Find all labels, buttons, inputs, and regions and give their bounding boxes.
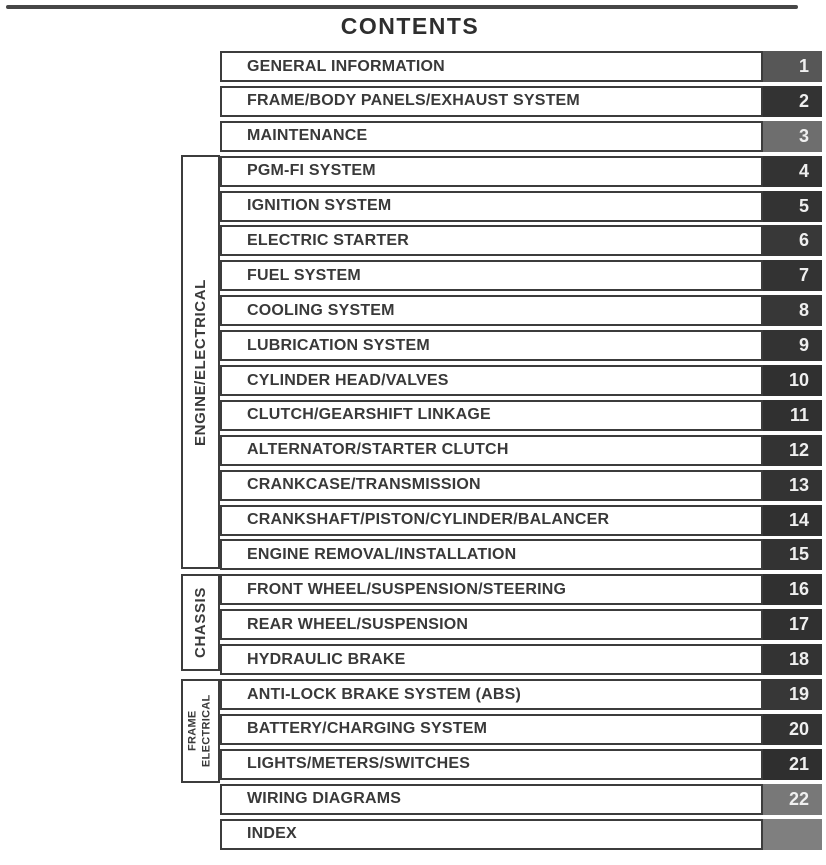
chapter-number: 1 xyxy=(798,56,809,76)
chapter-number-tab[interactable] xyxy=(763,191,822,222)
chapter-number: 8 xyxy=(798,300,809,321)
chapter-number-tab[interactable] xyxy=(763,470,822,501)
chapter-label: ALTERNATOR/STARTER CLUTCH xyxy=(247,441,509,459)
chapter-label-box[interactable] xyxy=(220,295,763,326)
chapter-label: WIRING DIAGRAMS xyxy=(247,790,402,808)
chapter-label-box[interactable] xyxy=(220,749,763,780)
chapter-number: 14 xyxy=(788,509,809,530)
chapter-label-box[interactable] xyxy=(220,714,763,745)
chapter-label: PGM-FI SYSTEM xyxy=(247,162,376,180)
top-divider-rule xyxy=(6,5,798,9)
chapter-label-box[interactable] xyxy=(220,51,763,82)
chapter-label-box[interactable] xyxy=(220,225,763,256)
toc-row[interactable] xyxy=(220,714,822,745)
chapter-number-tab[interactable] xyxy=(763,121,822,152)
chapter-label: HYDRAULIC BRAKE xyxy=(247,650,406,668)
toc-row[interactable] xyxy=(220,784,822,815)
chapter-label: MAINTENANCE xyxy=(247,127,368,145)
chapter-label-box[interactable] xyxy=(220,400,763,431)
group-label-frame-line2: ELECTRICAL xyxy=(200,694,213,768)
chapter-number: 19 xyxy=(788,684,809,705)
chapter-label: ELECTRIC STARTER xyxy=(247,231,410,249)
chapter-label: REAR WHEEL/SUSPENSION xyxy=(247,615,469,633)
chapter-label-box[interactable] xyxy=(220,679,763,710)
chapter-label: CRANKSHAFT/PISTON/CYLINDER/BALANCER xyxy=(247,511,610,529)
toc-row[interactable] xyxy=(220,644,822,675)
chapter-number: 20 xyxy=(788,718,809,739)
chapter-number: 9 xyxy=(798,335,809,356)
chapter-label-box[interactable] xyxy=(220,121,763,152)
toc-row[interactable] xyxy=(220,505,822,536)
chapter-label-box[interactable] xyxy=(220,156,763,187)
chapter-number: 21 xyxy=(788,753,809,774)
chapter-number-tab[interactable] xyxy=(763,400,822,431)
group-box-chassis xyxy=(181,574,220,671)
toc-row[interactable] xyxy=(220,609,822,640)
chapter-number-tab[interactable] xyxy=(763,784,822,815)
chapter-label: CYLINDER HEAD/VALVES xyxy=(247,371,449,389)
chapter-label: CRANKCASE/TRANSMISSION xyxy=(247,476,481,494)
chapter-number: 22 xyxy=(788,788,809,809)
toc-row[interactable] xyxy=(220,121,822,152)
chapter-number: 18 xyxy=(788,649,809,670)
toc-row[interactable] xyxy=(220,86,822,117)
chapter-number: 13 xyxy=(788,474,809,495)
chapter-number-tab[interactable] xyxy=(763,330,822,361)
toc-row[interactable] xyxy=(220,295,822,326)
chapter-number-tab[interactable] xyxy=(763,505,822,536)
toc-row[interactable] xyxy=(220,51,822,82)
chapter-number: 3 xyxy=(798,125,809,146)
chapter-number-tab[interactable] xyxy=(763,574,822,605)
chapter-number-tab[interactable] xyxy=(763,51,822,82)
chapter-number-tab[interactable] xyxy=(763,819,822,850)
chapter-label: LUBRICATION SYSTEM xyxy=(247,336,430,354)
toc-row[interactable] xyxy=(220,574,822,605)
toc-row[interactable] xyxy=(220,156,822,187)
chapter-label-box[interactable] xyxy=(220,260,763,291)
chapter-label: FRAME/BODY PANELS/EXHAUST SYSTEM xyxy=(247,92,580,110)
chapter-number: 4 xyxy=(798,160,809,181)
chapter-number-tab[interactable] xyxy=(763,365,822,396)
chapter-number: 17 xyxy=(788,614,809,635)
toc-row[interactable] xyxy=(220,260,822,291)
chapter-label-box[interactable] xyxy=(220,539,763,570)
chapter-number-tab[interactable] xyxy=(763,749,822,780)
chapter-number-tab[interactable] xyxy=(763,156,822,187)
group-label-frame-electrical xyxy=(187,695,215,768)
chapter-number: 12 xyxy=(788,439,809,460)
chapter-label: ANTI-LOCK BRAKE SYSTEM (ABS) xyxy=(247,685,522,703)
group-box-frame-electrical xyxy=(181,679,220,783)
page-title: CONTENTS xyxy=(340,13,480,39)
chapter-label: IGNITION SYSTEM xyxy=(247,197,392,215)
chapter-label-box[interactable] xyxy=(220,819,763,850)
chapter-label: ENGINE REMOVAL/INSTALLATION xyxy=(247,545,517,563)
toc-row[interactable] xyxy=(220,400,822,431)
toc-row[interactable] xyxy=(220,191,822,222)
table-of-contents xyxy=(181,51,822,850)
chapter-number: 10 xyxy=(788,370,809,391)
toc-row[interactable] xyxy=(220,435,822,466)
toc-row[interactable] xyxy=(220,539,822,570)
chapter-number-tab[interactable] xyxy=(763,714,822,745)
group-label-engine-electrical: ENGINE/ELECTRICAL xyxy=(192,278,209,446)
chapter-label-box[interactable] xyxy=(220,86,763,117)
chapter-number-tab[interactable] xyxy=(763,679,822,710)
chapter-label: LIGHTS/METERS/SWITCHES xyxy=(247,755,471,773)
chapter-label: GENERAL INFORMATION xyxy=(247,57,445,75)
chapter-label-box[interactable] xyxy=(220,191,763,222)
chapter-label-box[interactable] xyxy=(220,470,763,501)
chapter-number: 15 xyxy=(788,544,809,565)
chapter-number-tab[interactable] xyxy=(763,644,822,675)
chapter-number: 2 xyxy=(798,90,809,111)
chapter-label: INDEX xyxy=(247,825,297,843)
chapter-number: 6 xyxy=(798,230,809,251)
group-label-frame-line1: FRAME xyxy=(186,710,199,752)
chapter-number: 11 xyxy=(789,404,809,425)
chapter-label-box[interactable] xyxy=(220,644,763,675)
chapter-label-box[interactable] xyxy=(220,505,763,536)
chapter-label: CLUTCH/GEARSHIFT LINKAGE xyxy=(247,406,491,424)
chapter-label-box[interactable] xyxy=(220,609,763,640)
chapter-number-tab[interactable] xyxy=(763,225,822,256)
chapter-label: FRONT WHEEL/SUSPENSION/STEERING xyxy=(247,580,567,598)
toc-row[interactable] xyxy=(220,225,822,256)
chapter-label: COOLING SYSTEM xyxy=(247,301,395,319)
toc-row[interactable] xyxy=(220,749,822,780)
group-label-chassis: CHASSIS xyxy=(192,587,210,658)
chapter-number: 5 xyxy=(798,195,809,216)
chapter-number: 7 xyxy=(798,265,809,286)
group-box-engine-electrical xyxy=(181,155,220,569)
chapter-rows xyxy=(220,51,822,850)
chapter-number-tab[interactable] xyxy=(763,260,822,291)
chapter-label-box[interactable] xyxy=(220,784,763,815)
chapter-label: BATTERY/CHARGING SYSTEM xyxy=(247,720,488,738)
toc-row[interactable] xyxy=(220,365,822,396)
chapter-number-tab[interactable] xyxy=(763,435,822,466)
chapter-number-tab[interactable] xyxy=(763,295,822,326)
toc-row[interactable] xyxy=(220,470,822,501)
chapter-label-box[interactable] xyxy=(220,365,763,396)
toc-row[interactable] xyxy=(220,679,822,710)
chapter-number-tab[interactable] xyxy=(763,86,822,117)
chapter-label-box[interactable] xyxy=(220,330,763,361)
chapter-label-box[interactable] xyxy=(220,574,763,605)
chapter-label: FUEL SYSTEM xyxy=(247,266,361,284)
chapter-number: 16 xyxy=(788,579,809,600)
toc-row[interactable] xyxy=(220,330,822,361)
chapter-number-tab[interactable] xyxy=(763,539,822,570)
chapter-label-box[interactable] xyxy=(220,435,763,466)
toc-row[interactable] xyxy=(220,819,822,850)
chapter-number-tab[interactable] xyxy=(763,609,822,640)
